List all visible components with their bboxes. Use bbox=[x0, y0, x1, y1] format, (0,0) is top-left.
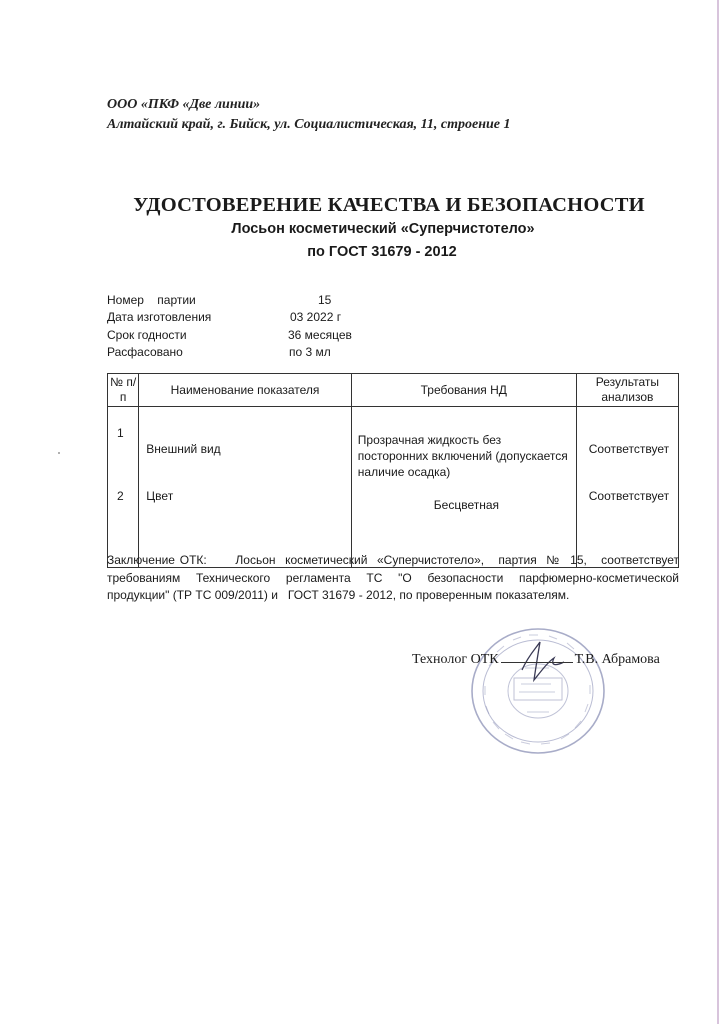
document-title: УДОСТОВЕРЕНИЕ КАЧЕСТВА И БЕЗОПАСНОСТИ bbox=[133, 194, 645, 216]
row-2-requirement: Бесцветная bbox=[433, 498, 500, 512]
shelf-life-value: 36 месяцев bbox=[288, 327, 352, 342]
row-1-name: Внешний вид bbox=[146, 442, 221, 456]
company-address: Алтайский край, г. Бийск, ул. Социалистическая, 11, строение 1 bbox=[107, 117, 511, 132]
scan-edge-line bbox=[717, 0, 719, 1024]
conclusion-line-1: Заключение ОТК: Лосьон косметический «Суперчистотело», партия № 15, соответствует bbox=[107, 553, 679, 567]
product-name: Лосьон косметический «Суперчистотело» bbox=[231, 221, 535, 237]
manufacture-date-label: Дата изготовления bbox=[107, 310, 212, 325]
row-1-req-line-2: посторонних включений (допускается bbox=[357, 449, 568, 463]
scan-speck bbox=[58, 452, 60, 454]
row-2-name: Цвет bbox=[146, 489, 174, 503]
conclusion-line-3: продукции" (ТР ТС 009/2011) и ГОСТ 31679 - 2012, по проверенным показателям. bbox=[107, 588, 570, 602]
header-results: Результаты анализов bbox=[576, 374, 678, 407]
table-body-row bbox=[108, 407, 679, 568]
num-cell bbox=[108, 407, 139, 568]
row-1-req-line-1: Прозрачная жидкость без bbox=[357, 433, 502, 447]
header-num: № п/п bbox=[108, 374, 139, 407]
row-1-result: Соответствует bbox=[588, 442, 670, 456]
results-cell bbox=[576, 407, 678, 568]
conclusion-line-2: требованиям Технического регламента ТС "О безопасности парфюмерно-косметической bbox=[107, 570, 679, 585]
signoff-position: Технолог ОТК bbox=[412, 652, 499, 667]
company-header bbox=[107, 95, 510, 135]
table-header-row bbox=[108, 374, 679, 407]
row-1-num: 1 bbox=[117, 426, 124, 440]
analysis-results-table bbox=[107, 373, 679, 568]
conclusion-paragraph bbox=[107, 552, 679, 605]
header-requirements: Требования НД bbox=[351, 374, 576, 407]
header-name: Наименование показателя bbox=[139, 374, 352, 407]
signoff-name: Т.В. Абрамова bbox=[574, 652, 660, 667]
requirements-cell bbox=[351, 407, 576, 568]
row-2-result: Соответствует bbox=[588, 489, 670, 503]
name-cell bbox=[139, 407, 352, 568]
batch-value: 15 bbox=[318, 293, 332, 307]
packaging-label: Расфасовано bbox=[107, 344, 183, 359]
packaging-value: по 3 мл bbox=[289, 344, 331, 359]
row-2-num: 2 bbox=[117, 489, 124, 503]
company-name: ООО «ПКФ «Две линии» bbox=[107, 97, 261, 112]
product-standard: по ГОСТ 31679 - 2012 bbox=[307, 244, 457, 260]
manufacture-date-value: 03 2022 г bbox=[290, 310, 342, 325]
batch-label: Номер партии bbox=[107, 293, 196, 307]
row-1-req-line-3: наличие осадка) bbox=[357, 465, 451, 479]
signoff-line bbox=[412, 652, 660, 668]
shelf-life-label: Срок годности bbox=[107, 327, 187, 342]
signature-blank bbox=[501, 662, 573, 663]
